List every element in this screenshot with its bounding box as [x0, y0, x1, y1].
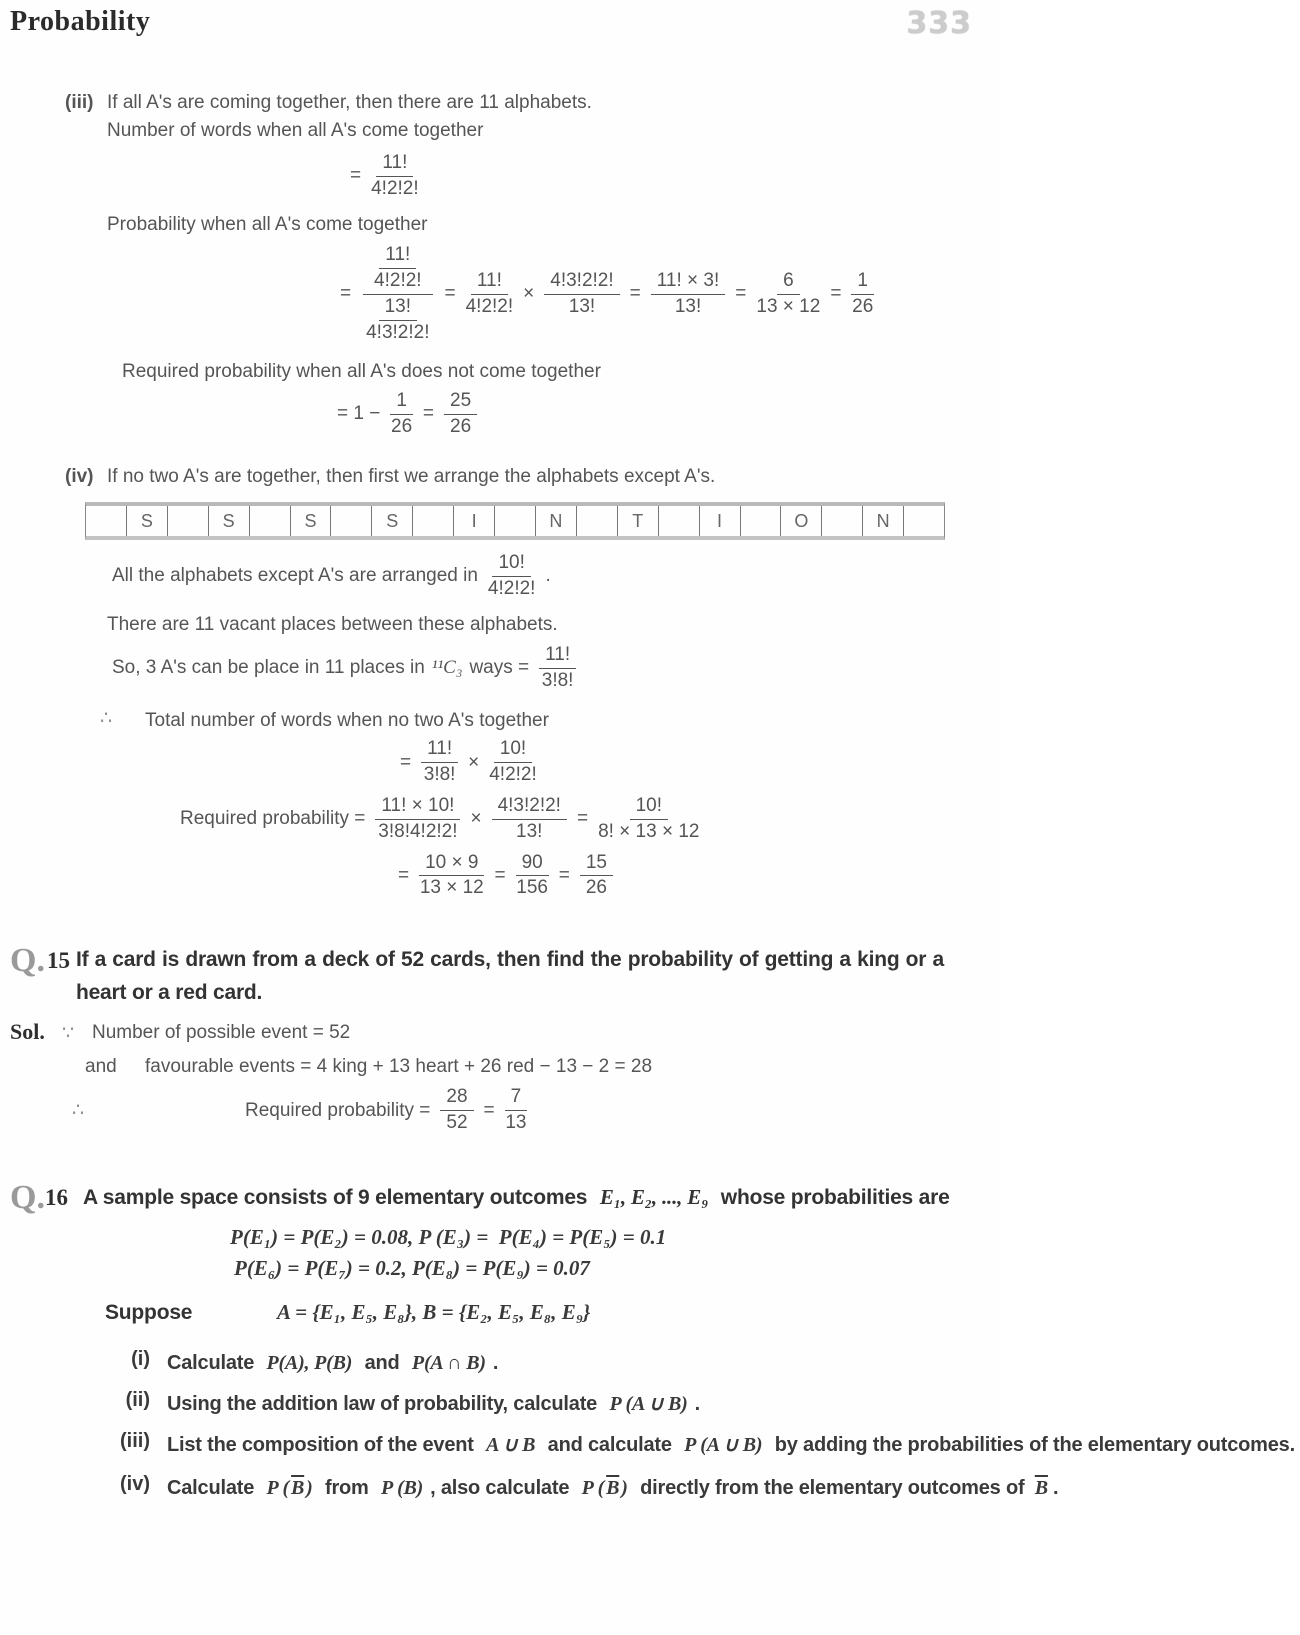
math-token: Calculate [167, 1351, 260, 1374]
q16-item-i [10, 1348, 972, 1379]
fraction-denominator: 13! [568, 295, 596, 317]
fraction-denominator: 3!8!4!2!2! [378, 820, 458, 842]
therefore-icon: ∴ [100, 707, 113, 729]
q15-text: If a card is drawn from a deck of 52 cards, then find the probability of getting a king or a heart or a red card. [75, 948, 944, 1004]
arranged-line [107, 552, 972, 601]
overline-variable: $\overline{B}$ [1034, 1476, 1048, 1499]
q16-item-ii-text [162, 1389, 922, 1420]
fraction [366, 296, 429, 345]
math-token: . [1052, 1476, 1059, 1499]
fraction [488, 552, 536, 601]
q16-item-iii-text [162, 1430, 1295, 1461]
math-token: and [359, 1351, 405, 1374]
math-expression: P (A ∪ B) [684, 1433, 763, 1456]
fraction-numerator: 10! [494, 738, 532, 763]
required-probability-caption: Required probability when all A's does not come together [122, 361, 601, 383]
table-cell: S [208, 506, 249, 536]
overline-variable: $\overline{B}$ [606, 1476, 620, 1499]
fraction [580, 852, 613, 901]
math-token: All the alphabets except A's are arranged in [112, 565, 478, 587]
fraction-denominator: 4!2!2! [465, 295, 514, 317]
math-token: = [558, 864, 570, 886]
fraction [361, 244, 434, 344]
fraction [598, 795, 699, 844]
math-token: = 1 − [337, 403, 381, 425]
math-expression: P(E₁) = P(E₂) = 0.08, P (E₃) = P(E₄) = P(E₅) = 0.1 [230, 1224, 667, 1249]
math-expression: P (A ∪ B) [609, 1392, 688, 1415]
letters-table [85, 502, 945, 540]
suppose-label: Suppose [105, 1300, 193, 1324]
math-expression: ¹¹C₃ [431, 657, 463, 679]
table-cell [740, 506, 781, 536]
fraction [444, 390, 477, 439]
fraction [390, 390, 413, 439]
fraction-numerator: 4!3!2!2! [492, 795, 567, 820]
fraction [419, 852, 484, 901]
equation-complement [332, 390, 972, 439]
equation-simplified [393, 852, 972, 901]
q15-number: 15 [46, 948, 70, 974]
fraction [421, 738, 458, 787]
section-iii-line2: Number of words when all A's come together [107, 119, 484, 141]
fraction-denominator: 4!2!2! [489, 764, 537, 786]
fraction-denominator: 26 [852, 295, 874, 317]
fraction [489, 738, 537, 787]
math-token: = [483, 1099, 495, 1121]
and-word: and [85, 1055, 117, 1077]
fraction-denominator: 4!3!2!2! [366, 321, 430, 343]
fraction-denominator: 8! × 13 × 12 [598, 820, 700, 842]
probability-together-caption: Probability when all A's come together [107, 213, 428, 235]
math-token: So, 3 A's can be place in 11 places in [112, 657, 425, 679]
fraction-numerator: 11! [471, 270, 508, 295]
suppose-sets [275, 1300, 592, 1325]
math-expression: ) [306, 1476, 313, 1499]
math-token: . [545, 565, 551, 587]
section-iv-line1: If no two A's are together, then first we arrange the alphabets except A's. [107, 465, 716, 487]
math-token: ways = [469, 657, 530, 679]
math-token: = [350, 165, 362, 187]
equation-total-words [395, 738, 972, 787]
fraction-denominator: 3!8! [423, 764, 456, 786]
math-expression: E₁, E₂, ..., E₉ [599, 1184, 709, 1209]
fraction-denominator: 26 [391, 415, 413, 437]
fraction-numerator: 90 [516, 852, 549, 877]
math-expression: P ( [266, 1476, 290, 1499]
table-cell [821, 506, 862, 536]
fraction-numerator: 1 [851, 270, 874, 295]
table-cell: S [290, 506, 331, 536]
question-16 [10, 1178, 972, 1216]
fraction-numerator: 11! [376, 152, 413, 177]
equation-probability-together [335, 244, 972, 344]
math-expression: A ∪ B [486, 1433, 536, 1456]
fraction [440, 1086, 473, 1135]
math-token: Required probability = [245, 1099, 431, 1121]
math-expression: P ( [581, 1476, 605, 1499]
fraction-denominator: 13 [505, 1112, 527, 1134]
table-cell: I [453, 506, 494, 536]
fraction-numerator: 10! [630, 795, 668, 820]
q16-probabilities-line2 [232, 1256, 972, 1281]
fraction-numerator: 10! [492, 552, 530, 577]
math-token: = [422, 403, 435, 425]
q16-item-i-text [162, 1348, 922, 1379]
q16-suppose-row [105, 1297, 972, 1330]
question-15 [10, 944, 972, 1009]
fraction-numerator: 11! [379, 244, 416, 269]
place-line [107, 644, 972, 693]
math-token: List the composition of the event [167, 1433, 480, 1456]
fraction [492, 795, 567, 844]
table-cell [658, 506, 699, 536]
fraction-numerator: 6 [777, 270, 800, 295]
math-token: × [523, 283, 535, 305]
q16-item-i-label: (i) [131, 1347, 150, 1370]
math-expression: P(A ∩ B) [411, 1351, 486, 1374]
fraction [544, 270, 619, 319]
math-token: = [340, 283, 352, 305]
section-iii [65, 89, 972, 144]
fraction-numerator: 7 [505, 1086, 528, 1111]
q15-solution-row1 [10, 1019, 972, 1047]
q16-item-iv-label: (iv) [120, 1472, 150, 1495]
q15-result-row [72, 1086, 972, 1135]
q16-item-iv-text [162, 1473, 1059, 1504]
fraction-numerator: 1 [390, 390, 413, 415]
equation-required-probability [175, 795, 972, 844]
fraction-denominator: 13 × 12 [419, 877, 484, 899]
math-token: = [576, 808, 589, 830]
q16-item-iv [10, 1472, 1059, 1504]
page-header [10, 6, 972, 41]
q16-item-ii-label: (ii) [125, 1388, 150, 1411]
math-token: . [694, 1392, 701, 1415]
table-cell [903, 506, 944, 536]
fraction [851, 270, 874, 319]
q16-item-ii [10, 1389, 972, 1420]
math-token: . [492, 1351, 499, 1374]
fraction-denominator [361, 295, 434, 345]
math-expression: A = {E₁, E₅, E₈}, B = {E₂, E₅, E₈, E₉} [277, 1299, 591, 1324]
fraction-denominator: 4!2!2! [374, 270, 422, 292]
math-token: Required probability = [180, 808, 366, 830]
fraction-denominator: 26 [585, 877, 607, 899]
fraction-numerator: 28 [440, 1086, 473, 1111]
fraction-numerator: 11! [539, 644, 576, 669]
table-cell: I [699, 506, 740, 536]
fraction [374, 244, 422, 293]
table-cell: S [371, 506, 412, 536]
section-iii-label: (iii) [65, 92, 94, 113]
fraction [539, 644, 576, 693]
q16-text [78, 1181, 958, 1215]
q15-solution-row2 [85, 1053, 972, 1081]
solution-label: Sol. [10, 1019, 45, 1045]
fraction-numerator: 11! × 10! [375, 795, 460, 820]
fraction [756, 270, 820, 319]
math-token: from [319, 1476, 374, 1499]
math-token: × [468, 751, 480, 773]
math-expression: P(A), P(B) [266, 1351, 353, 1374]
math-token: × [470, 808, 482, 830]
table-cell: O [780, 506, 821, 536]
fraction [371, 152, 419, 201]
equation-words-all-a-together [345, 152, 972, 201]
math-token: and calculate [542, 1433, 678, 1456]
q15-q-mark: Q. [10, 942, 45, 980]
section-iv [65, 463, 972, 491]
math-token: Calculate [167, 1476, 260, 1499]
math-token: Using the addition law of probability, calculate [167, 1392, 603, 1415]
table-cell: S [126, 506, 167, 536]
table-cell: T [617, 506, 658, 536]
q16-q-mark: Q. [10, 1178, 45, 1216]
fraction-numerator: 25 [444, 390, 477, 415]
equation-q15-result [240, 1086, 532, 1135]
table-cell [86, 506, 126, 536]
q16-probabilities-line1 [228, 1225, 972, 1250]
fraction-denominator: 4!2!2! [371, 177, 419, 199]
math-token: = [494, 864, 506, 886]
math-token: = [735, 283, 747, 305]
q16-number: 16 [44, 1184, 68, 1210]
table-cell [412, 506, 453, 536]
page-title: Probability [10, 6, 151, 37]
section-iii-body [107, 89, 592, 144]
table-cell [167, 506, 208, 536]
fraction-numerator: 11! [421, 738, 458, 763]
fraction-denominator: 4!2!2! [487, 577, 536, 599]
math-token: = [830, 283, 842, 305]
math-token: = [444, 283, 456, 305]
fraction-denominator: 3!8! [541, 670, 574, 692]
fraction-denominator: 52 [446, 1112, 468, 1134]
therefore-icon: ∴ [72, 1100, 85, 1122]
overline-variable: $\overline{B}$ [291, 1476, 305, 1499]
table-cell: N [862, 506, 903, 536]
table-cell [576, 506, 617, 536]
fraction [505, 1086, 528, 1135]
section-iii-line1: If all A's are coming together, then there are 11 alphabets. [107, 92, 592, 113]
q16-item-iii [10, 1429, 1295, 1461]
total-words-caption: Total number of words when no two A's together [145, 709, 549, 731]
math-expression: P (B) [381, 1476, 424, 1499]
q16-item-iii-label: (iii) [120, 1429, 150, 1452]
table-cell [494, 506, 535, 536]
math-token: = [400, 751, 412, 773]
possible-events-line: Number of possible event = 52 [92, 1022, 351, 1044]
math-token: directly from the elementary outcomes of [634, 1476, 1030, 1499]
fraction-numerator: 15 [580, 852, 613, 877]
math-token: , also calculate [430, 1476, 575, 1499]
because-icon: ∵ [62, 1023, 75, 1045]
fraction-denominator: 156 [516, 877, 548, 899]
fraction-denominator: 13 × 12 [756, 295, 821, 317]
vacant-places-line: There are 11 vacant places between these alphabets. [107, 613, 558, 635]
fraction [651, 270, 726, 319]
fraction-denominator: 26 [450, 415, 472, 437]
page-number: 333 [906, 6, 972, 41]
math-expression: P(E₆) = P(E₇) = 0.2, P(E₈) = P(E₉) = 0.07 [234, 1255, 590, 1280]
table-cell [249, 506, 290, 536]
fraction-denominator: 13! [516, 820, 543, 842]
fraction [466, 270, 514, 319]
math-expression: ) [621, 1476, 628, 1499]
total-words-row [100, 707, 972, 735]
favourable-events-line: favourable events = 4 king + 13 heart + 26 red − 13 − 2 = 28 [145, 1055, 653, 1077]
fraction-numerator: 11! × 3! [651, 270, 726, 295]
fraction-numerator: 10 × 9 [419, 852, 484, 877]
math-token: = [629, 283, 641, 305]
math-token: by adding the probabilities of the elementary outcomes. [769, 1433, 1295, 1456]
fraction-denominator: 13! [674, 295, 702, 317]
math-token: A sample space consists of 9 elementary outcomes [82, 1185, 593, 1209]
fraction-numerator [363, 244, 433, 295]
table-cell [330, 506, 371, 536]
section-iv-label: (iv) [65, 465, 94, 487]
fraction [516, 852, 549, 901]
math-token: whose probabilities are [715, 1185, 950, 1209]
fraction [375, 795, 460, 844]
fraction-numerator: 4!3!2!2! [544, 270, 619, 295]
fraction-numerator: 13! [379, 296, 417, 321]
math-token: = [398, 864, 410, 886]
table-cell: N [535, 506, 576, 536]
